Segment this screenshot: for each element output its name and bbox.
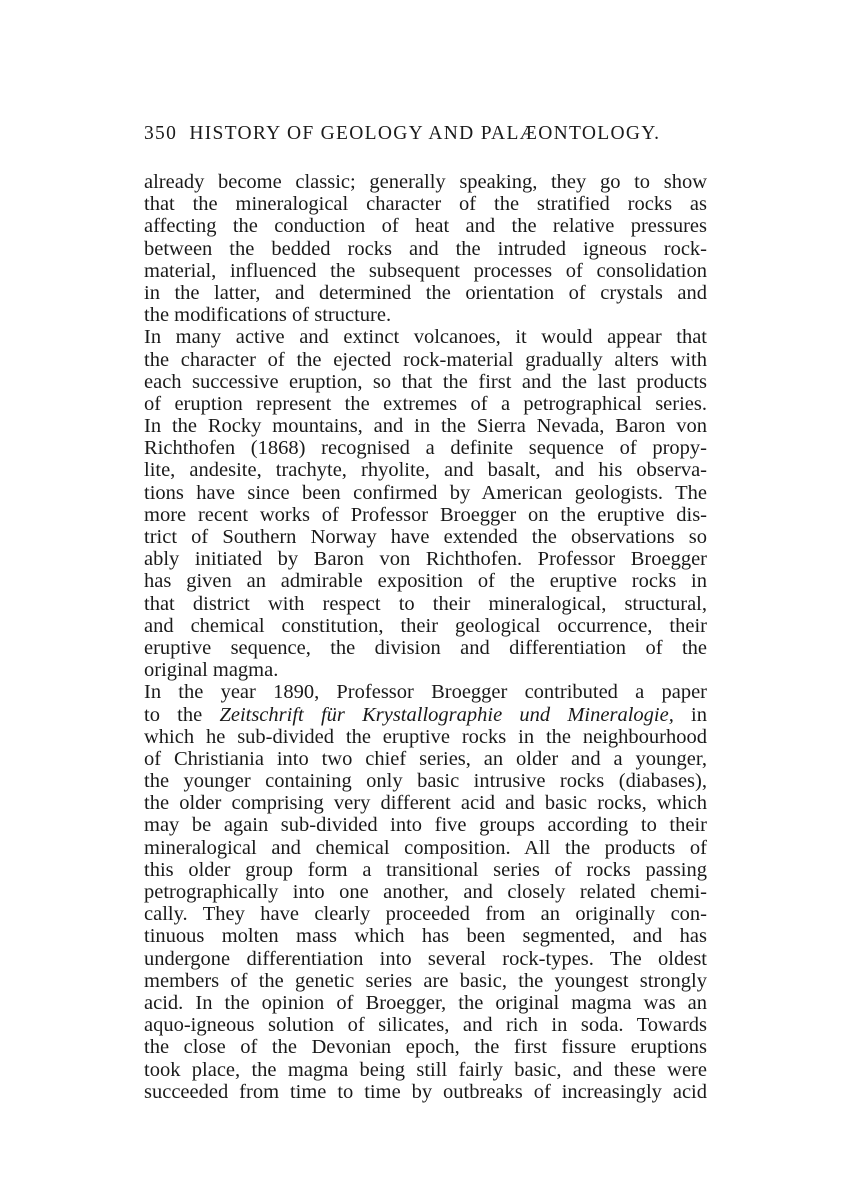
- text-line: between the bedded rocks and the intruded igneous rock-: [144, 237, 707, 260]
- page-number: 350: [144, 123, 178, 144]
- text-line: tions have since been confirmed by American geologists. The: [144, 481, 707, 504]
- running-title: HISTORY OF GEOLOGY AND PALÆONTOLOGY.: [189, 123, 661, 144]
- text-line: eruptive sequence, the division and differentiation of the: [144, 636, 707, 659]
- paragraph-1: [144, 171, 707, 326]
- text-run: in: [673, 703, 707, 726]
- text-line: and chemical constitution, their geological occurrence, their: [144, 614, 707, 637]
- text-line: aquo-igneous solution of silicates, and rich in soda. Towards: [144, 1014, 707, 1037]
- text-line: affecting the conduction of heat and the relative pressures: [144, 215, 707, 238]
- journal-title: Zeitschrift für Krystallographie und Mineralogie,: [219, 703, 674, 726]
- text-line: In the year 1890, Professor Broegger contributed a paper: [144, 681, 707, 704]
- text-line: each successive eruption, so that the first and the last products: [144, 370, 707, 393]
- text-line: Richthofen (1868) recognised a definite sequence of propy-: [144, 437, 707, 460]
- text-line: mineralogical and chemical composition. All the products of: [144, 836, 707, 859]
- text-line: in the latter, and determined the orientation of crystals and: [144, 281, 707, 304]
- text-line: trict of Southern Norway have extended the observations so: [144, 526, 707, 548]
- text-line: the modifications of structure.: [144, 304, 392, 327]
- running-head: [144, 123, 704, 145]
- text-line: of Christiania into two chief series, an older and a younger,: [144, 747, 707, 770]
- text-line: lite, andesite, trachyte, rhyolite, and basalt, and his observa-: [144, 459, 707, 482]
- paragraph-3: [144, 681, 707, 1103]
- text-line: tinuous molten mass which has been segmented, and has: [144, 925, 707, 948]
- text-line: In many active and extinct volcanoes, it would appear that: [144, 326, 707, 349]
- text-line: the character of the ejected rock-material gradually alters with: [144, 348, 707, 371]
- text-line: took place, the magma being still fairly basic, and these were: [144, 1058, 707, 1081]
- text-line: In the Rocky mountains, and in the Sierra Nevada, Baron von: [144, 415, 707, 438]
- text-line: which he sub-divided the eruptive rocks in the neighbourhood: [144, 725, 707, 748]
- text-line: the younger containing only basic intrusive rocks (diabases),: [144, 770, 707, 793]
- text-line: this older group form a transitional series of rocks passing: [144, 858, 707, 881]
- text-line: already become classic; generally speaking, they go to show: [144, 171, 707, 193]
- text-line: undergone differentiation into several rock-types. The oldest: [144, 947, 707, 970]
- text-line: the close of the Devonian epoch, the first fissure eruptions: [144, 1036, 707, 1059]
- text-line: that the mineralogical character of the stratified rocks as: [144, 193, 707, 216]
- text-line: that district with respect to their mineralogical, structural,: [144, 592, 707, 615]
- text-line: more recent works of Professor Broegger on the eruptive dis-: [144, 503, 707, 526]
- text-line: of eruption represent the extremes of a petrographical series.: [144, 392, 707, 415]
- text-run: to the: [144, 703, 220, 726]
- text-line: acid. In the opinion of Broegger, the original magma was an: [144, 991, 707, 1014]
- text-line: may be again sub-divided into five groups according to their: [144, 814, 707, 837]
- text-line: the older comprising very different acid and basic rocks, which: [144, 792, 707, 815]
- text-line: petrographically into one another, and closely related chemi-: [144, 881, 707, 903]
- text-line: succeeded from time to time by outbreaks of increasingly acid: [144, 1080, 707, 1103]
- paragraph-2: [144, 326, 707, 681]
- text-line: ably initiated by Baron von Richthofen. Professor Broegger: [144, 548, 707, 571]
- text-line-with-italic-title: [144, 704, 707, 726]
- text-line: cally. They have clearly proceeded from an originally con-: [144, 903, 707, 926]
- body-text: [144, 171, 707, 1103]
- text-line: members of the genetic series are basic, the youngest strongly: [144, 969, 707, 992]
- text-line: has given an admirable exposition of the eruptive rocks in: [144, 570, 707, 593]
- text-line: original magma.: [144, 659, 279, 682]
- text-line: material, influenced the subsequent processes of consolidation: [144, 259, 707, 282]
